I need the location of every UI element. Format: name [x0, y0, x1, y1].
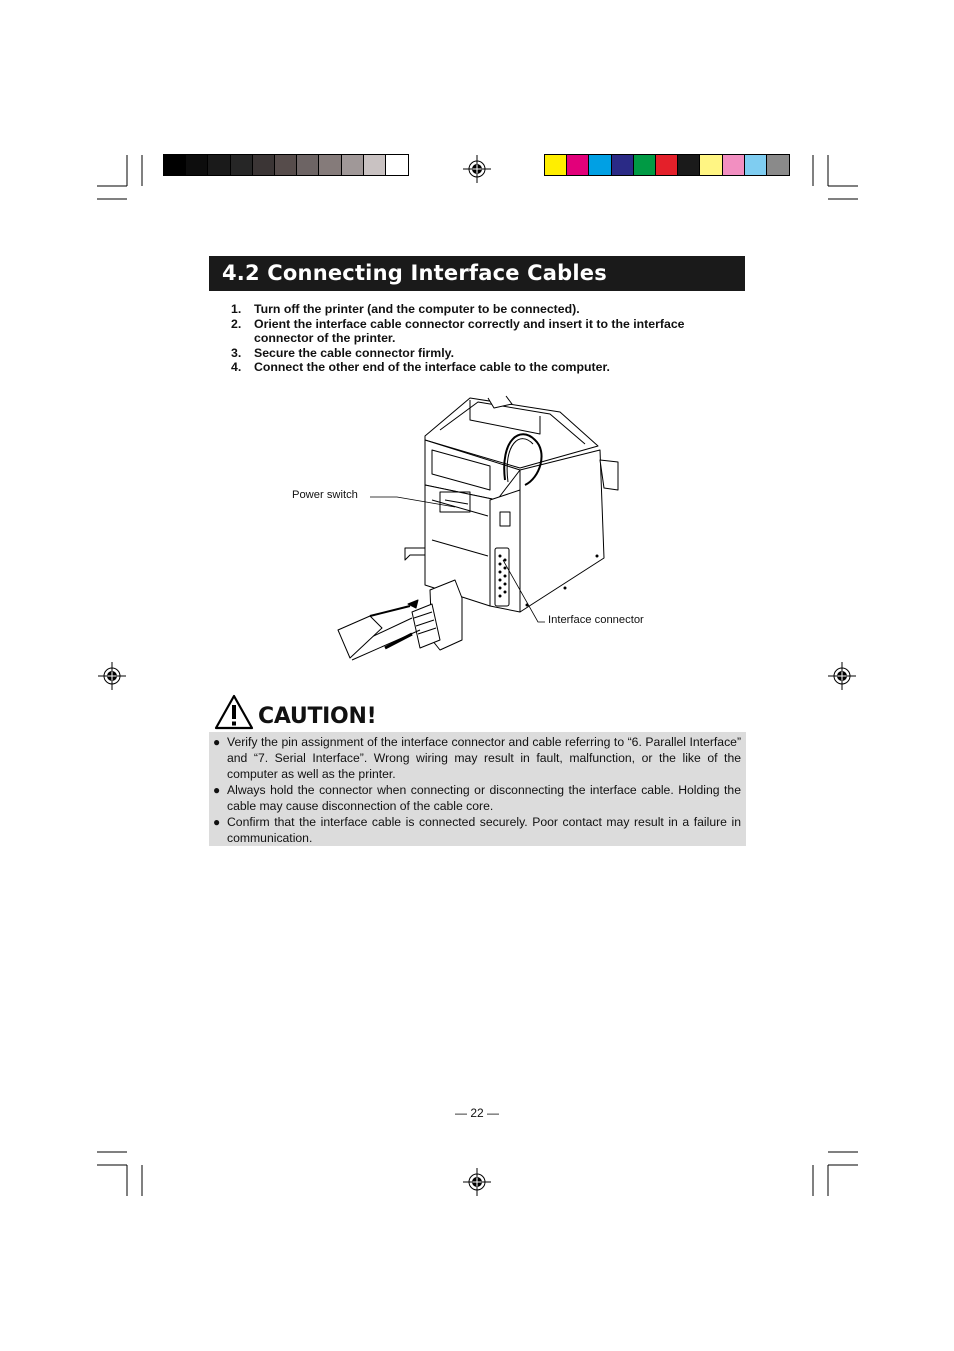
caution-heading: [214, 690, 376, 730]
interface-connector-label: Interface connector: [548, 614, 644, 626]
caution-text: Always hold the connector when connecting or disconnecting the interface cable. Holding the cable may cause disconnection of the cable core.: [227, 783, 741, 813]
caution-text: Confirm that the interface cable is connected securely. Poor contact may result in a failure in communication.: [227, 815, 741, 845]
power-switch-label: Power switch: [292, 489, 358, 501]
warning-triangle-icon: [214, 694, 254, 730]
bullet-icon: ●: [213, 815, 221, 829]
caution-box: [209, 732, 746, 846]
step-text: Connect the other end of the interface cable to the computer.: [254, 360, 610, 375]
caution-title: CAUTION!: [258, 704, 377, 729]
section-title: 4.2 Connecting Interface Cables: [209, 256, 745, 291]
list-item: [213, 814, 741, 846]
step-text: Turn off the printer (and the computer to be connected).: [254, 302, 580, 316]
list-item: [213, 734, 741, 782]
step-text: Secure the cable connector firmly.: [254, 345, 455, 360]
step-number: 1.: [231, 302, 242, 316]
bullet-icon: ●: [213, 735, 221, 749]
page-number: — 22 —: [454, 1106, 499, 1120]
list-item: [213, 782, 741, 814]
step-number: 2.: [231, 316, 242, 331]
bullet-icon: ●: [213, 783, 221, 797]
step-text: Orient the interface cable connector correctly and insert it to the interface connector of the printer.: [254, 316, 685, 346]
step-number: 3.: [231, 345, 242, 360]
step-number: 4.: [231, 360, 242, 375]
caution-text: Verify the pin assignment of the interface connector and cable referring to “6. Parallel Interface” and “7. Serial Interface”. Wrong wiring may result in fault, malfunction, or the like of the computer as well as the printer.: [227, 735, 741, 781]
